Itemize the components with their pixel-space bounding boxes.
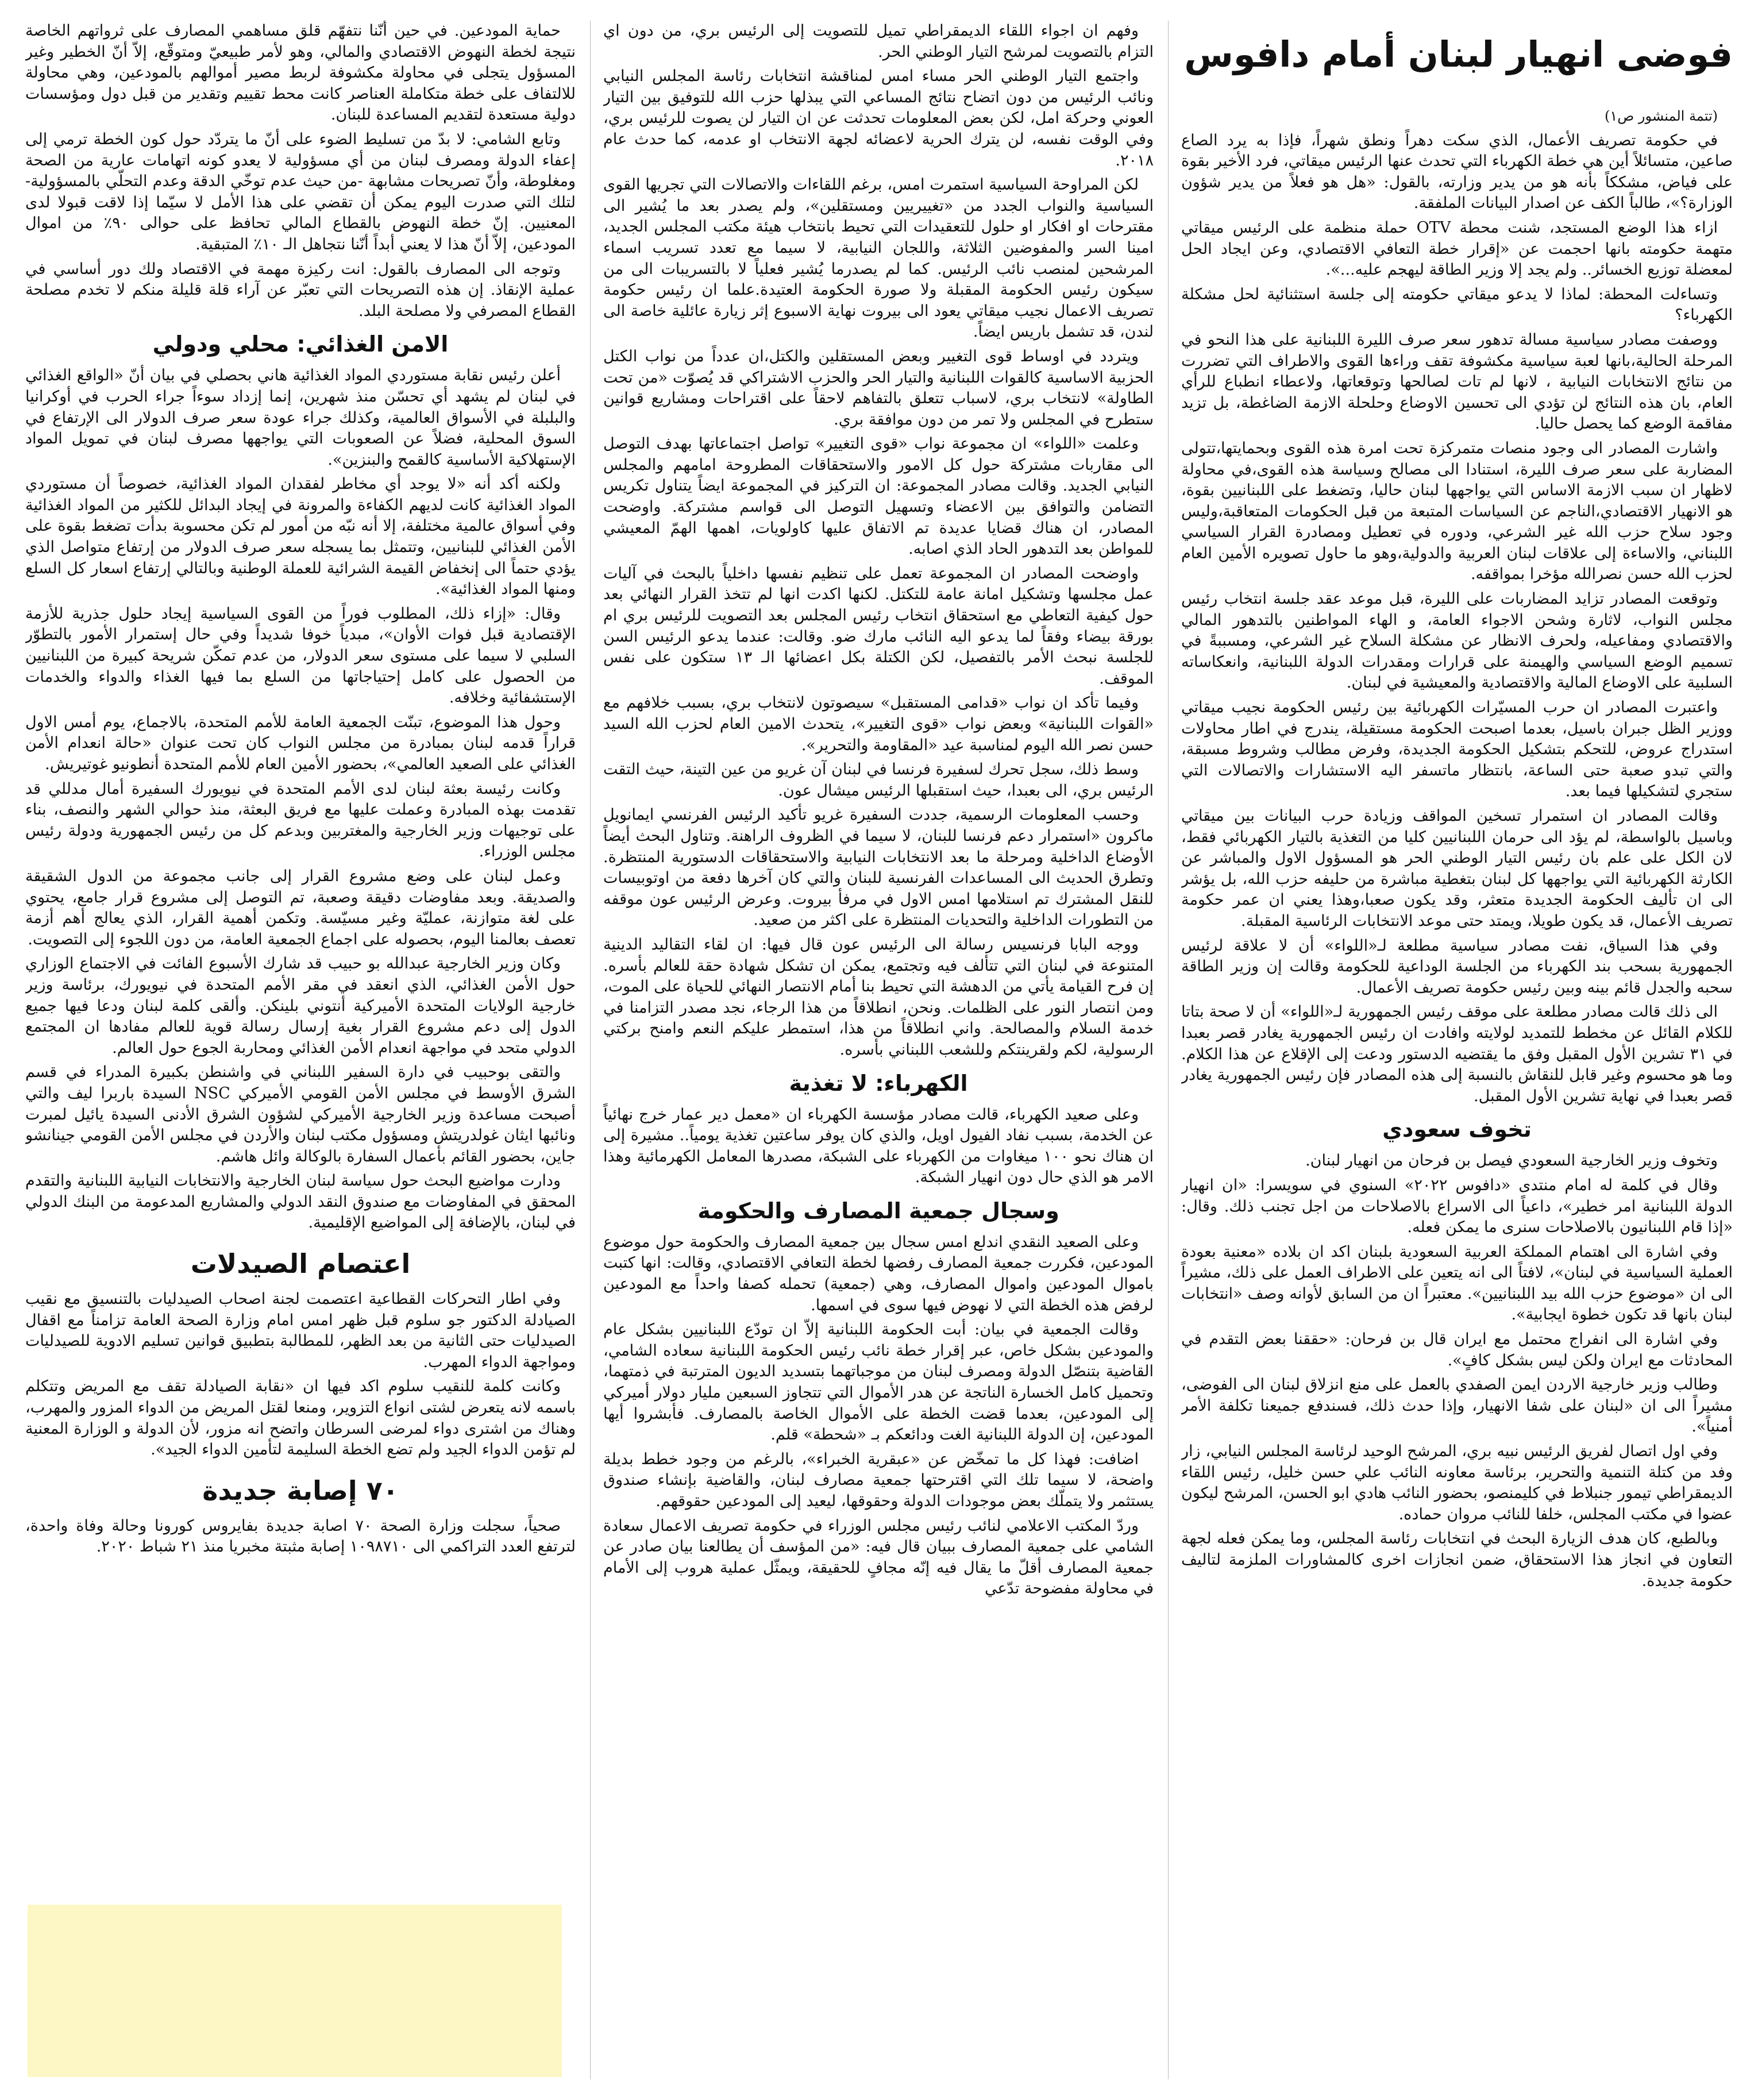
paragraph: وقال: «إزاء ذلك، المطلوب فوراً من القوى السياسية إيجاد حلول جذرية للأزمة الإقتصادية قبل فوات الأوان»، مبدياً خوفا شديداً وفي حال إستمرار الأمور بالتطوّر السلبي لا سيما على مستوى سعر الدولار، من عدم تمكّن شريحة كبيرة من اللبنانيين من الحصول على كامل إحتياجاتها من السلع بما فيها الغذاء والدواء والخدمات الإستشفائية وخلافه.	[25, 604, 576, 707]
ad-placeholder-box	[28, 1905, 562, 2077]
paragraph: وعلمت «اللواء» ان مجموعة نواب «قوى التغيير» تواصل اجتماعاتها بهدف التوصل الى مقاربات مشتركة حول كل الامور والاستحقاقات المطروحة امامهم والمجلس النيابي الجديد. وقالت مصادر المجموعة: ان التركيز في المجموعة ايضاً يتناول تكريس التضامن والتوافق بين الاعضاء وتسهيل التوصل الى قواسم مشتركة. واوضحت المصادر، ان هناك قضايا عديدة تم الاتفاق عليها كاولويات، اهمها الهمّ المعيشي للمواطن بعد التدهور الحاد الذي اصابه.	[603, 435, 1154, 558]
subheading: اعتصام الصيدلات	[190, 1248, 411, 1280]
paragraph: في حكومة تصريف الأعمال، الذي سكت دهراً ونطق شهراً، فإذا به يرد الصاع صاعين، متسائلاً أين هي خطة الكهرباء التي تحدث عنها الرئيس ميقاتي، فرد الأخير بقوة على فياض، مشككاً بأنه هو من يدير وزارته، بالقول: «هل هو فعلاً من يدير شؤون الوزارة؟»، طالباً الكف عن اصدار البيانات الملفقة.	[1181, 131, 1733, 213]
column-divider	[590, 21, 591, 2079]
paragraph: أعلن رئيس نقابة مستوردي المواد الغذائية هاني بحصلي في بيان أنّ «الواقع الغذائي في لبنان لم يشهد أي تحسّن منذ شهرين، إنما إزداد سوءاً جراء الحرب في أوكرانيا والبلبلة في الأسواق العالمية، وكذلك جراء عودة سعر صرف الدولار الى الإرتفاع في السوق المحلية، فضلاً عن الصعوبات التي يواجهها مصرف لبنان في تمويل المواد الإستهلاكية الأساسية كالقمح والبنزين».	[25, 366, 576, 469]
continuation-note: (تتمة المنشور ص١)	[1604, 108, 1718, 124]
paragraph: الى ذلك قالت مصادر مطلعة على موقف رئيس الجمهورية لـ«اللواء» أن لا صحة بتاتا للكلام القائل عن مخطط للتمديد لولايته وافادت ان رئيس الجمهورية يغادر قصر بعبدا في ٣١ تشرين الأول المقبل وفق ما يقتضيه الدستور ودعت إلى الإقلاع عن هذا الكلام. وما هو محسوم وغير قابل للنقاش بالنسبة إلى هذه المصادر فإن رئيس الجمهورية يغادر قصر بعبدا في نهاية تشرين الأول المقبل.	[1181, 1003, 1733, 1105]
paragraph: ويتردد في اوساط قوى التغيير وبعض المستقلين والكتل،ان عدداً من نواب الكتل الحزبية الاساسية كالقوات اللبنانية والتيار الحر والحزب الاشتراكي قد يُصوّت «من تحت الطاولة» لانتخاب بري، لاسباب تتعلق بالتفاهم لاحقاً على اقتراحات ومشاريع قوانين ستطرح في المجلس ولا تمر من دون موافقة بري.	[603, 347, 1154, 429]
paragraph: صحياً، سجلت وزارة الصحة ٧٠ اصابة جديدة بفايروس كورونا وحالة وفاة واحدة، لترتفع العدد التراكمي الى ١٠٩٨٧١٠ إصابة مثبتة مخبريا منذ ٢١ شباط ٢٠٢٠.	[25, 1516, 576, 1556]
paragraph: حماية المودعين. في حين أنّنا نتفهّم قلق مساهمي المصارف على ثرواتهم الخاصة نتيجة لخطة النهوض الاقتصادي والمالي، وهو لأمر طبيعيّ ومتوقّع، إلاّ أنّ الخطير وغير المسؤول يتجلى في محاولة مكشوفة لربط مصير أموالهم بالمودعين، وهي محاولة للالتفاف على خطة متكاملة العناصر كانت محط تقييم وتقدير من قبل دول ومؤسسات دولية مستعدة لتقديم المساعدة للبنان.	[25, 22, 576, 124]
paragraph: ولكنه أكد أنه «لا يوجد أي مخاطر لفقدان المواد الغذائية، خصوصاً أن مستوردي المواد الغذائية كانت لديهم الكفاءة والمرونة في إيجاد البدائل للكثير من المواد الغذائية وفي أسواق عالمية مختلفة، إلا أنه نبّه من أمور لم تكن محسوبة بدأت تضغط بقوة على الأمن الغذائي للبنانيين، وتتمثل بما يسجله سعر صرف الدولار من إرتفاع متواصل الذي يؤدي حتماً الى إنخفاض القيمة الشرائية للعملة الوطنية وبالتالي إرتفاع اسعار كل السلع ومنها المواد الغذائية».	[25, 475, 576, 599]
paragraph: وكانت رئيسة بعثة لبنان لدى الأمم المتحدة في نيويورك السفيرة أمال مدللي قد تقدمت بهذه المبادرة وعملت عليها مع فريق البعثة، منذ حوالي الشهر والنصف، بناء على توجيهات وزير الخارجية والمغتربين وبدعم كل من رئيس الجمهورية ودولة رئيس مجلس الوزراء.	[25, 779, 576, 861]
paragraph: وسط ذلك، سجل تحرك لسفيرة فرنسا في لبنان آن غريو من عين التينة، حيث التقت الرئيس بري، الى بعبدا، حيث استقبلها الرئيس ميشال عون.	[603, 761, 1154, 800]
paragraph: وفي اول اتصال لفريق الرئيس نبيه بري، المرشح الوحيد لرئاسة المجلس النيابي، زار وفد من كتلة التنمية والتحرير، برئاسة معاونه النائب علي حسن خليل، رئيس اللقاء الديمقراطي تيمور جنبلاط في كليمنصو، بحضور النائب هادي ابو الحسن، المرشح ليكون عضوا في مكتب المجلس، خلفا للنائب مروان حماده.	[1181, 1442, 1733, 1523]
paragraph: وفهم ان اجواء اللقاء الديمقراطي تميل للتصويت إلى الرئيس بري، من دون اي التزام بالتصويت لمرشح التيار الوطني الحر.	[603, 22, 1154, 61]
article-title: فوضى انهيار لبنان أمام دافوس	[1184, 33, 1733, 75]
column-middle	[603, 21, 1154, 2079]
paragraph: وفي اطار التحركات القطاعية اعتصمت لجنة اصحاب الصيدليات بالتنسيق مع نقيب الصيادلة الدكتور جو سلوم قبل ظهر امس امام وزارة الصحة العامة تزامناً مع اقفال الصيدليات حتى الثانية من بعد الظهر، للمطالبة بتطبيق قوانين تسليم الادوية للصيدليات ومواجهة الدواء المهرب.	[25, 1290, 576, 1371]
paragraph: وقالت الجمعية في بيان: أبت الحكومة اللبنانية إلاّ ان تودّع اللبنانيين بشكل عام والمودعين بشكل خاص، عبر إقرار خطة نائب رئيس الحكومة اللبنانية سعاده الشامي، القاضية بتنصّل الدولة ومصرف لبنان من موجباتهما بتسديد الديون المترتبة في ذمتهما، وتحميل كامل الخسارة الناتجة عن هدر الأموال التي تتجاوز السبعين مليار دولار أميركي إلى المودعين، بعدما قضت الخطة على الأموال الخاصة بالمصارف. فأبشروا أيها المودعين، إن الدولة اللبنانية الغت ودائعكم بـ «شحطة» قلم.	[603, 1321, 1154, 1444]
subheading: الامن الغذائي: محلي ودولي	[152, 331, 449, 357]
paragraph: وقالت المصادر ان استمرار تسخين المواقف وزيادة حرب البيانات بين ميقاتي وباسيل بالواسطة، لم يؤد الى حرمان اللبنانيين كليا من التغذية بالتيار الكهربائي فقط، لان الكل على علم بان رئيس التيار الوطني الحر هو المسؤول الاول والمباشر عن الكارثة الكهربائية التي يواجهها كل لبنان بتغطية مباشرة من حليفه حزب الله، بل يؤشر الى ان تأليف الحكومة الجديدة متعثر، وقد يكون صعبا،وهذا يعني ان عمر حكومة تصريف الأعمال، قد يكون طويلا، ويمتد حتى موعد الانتخابات الرئاسية المقبلة.	[1181, 807, 1733, 930]
subheading: الكهرباء: لا تغذية	[789, 1070, 968, 1096]
paragraph: وتساءلت المحطة: لماذا لا يدعو ميقاتي حكومته إلى جلسة استثنائية لحل مشكلة الكهرباء؟	[1181, 285, 1733, 325]
column-left	[25, 21, 576, 2079]
paragraph: وكانت كلمة للنقيب سلوم اكد فيها ان «نقابة الصيادلة تقف مع المريض وتتكلم باسمه لانه يتعرض لشتى انواع التزوير، ومنعا لقتل المريض من الدواء المزور والمهرب، وهناك من اشترى دواء لمرضى السرطان واتضح انه مزور، لأن الدولة و الوزارة المعنية لم تؤمن الدواء الجيد ولم تضع الخطة السليمة لتأمين الدواء الجيد».	[25, 1377, 576, 1459]
paragraph: وحول هذا الموضوع، تبنّت الجمعية العامة للأمم المتحدة، بالاجماع، يوم أمس الاول قراراً قدمه لبنان بمبادرة من مجلس النواب كان تحت عنوان «حالة انعدام الأمن الغذائي على الصعيد العالمي»، بحضور الأمين العام للأمم المتحدة أنطونيو غوتيريش.	[25, 713, 576, 773]
paragraph: ووجه البابا فرنسيس رسالة الى الرئيس عون قال فيها: ان لقاء التقاليد الدينية المتنوعة في لبنان التي تتألف فيه وتجتمع، يمكن ان تشكل شهادة حقة للعالم بأسره. إن فرح القيامة يأتي من الدهشة التي تحيط بنا أمام الانتصار النهائي للحياة على الموت، ومن انتصار النور على الظلمات. ونحن، انطلاقاً من هذا الرجاء، نجد مصدر التزامنا في خدمة السلام والمصالحة. واني انطلاقاً من هذا، استمطر عليكم النعم وامنح بركتي الرسولية، لكم ولقرينتكم وللشعب اللبناني بأسره.	[603, 935, 1154, 1059]
paragraph: وعلى الصعيد النقدي اندلع امس سجال بين جمعية المصارف والحكومة حول موضوع المودعين، فكررت جمعية المصارف رفضها لخطة التعافي الاقتصادي، وقالت: انها كتبت باموال المودعين واموال المصارف، وهي (جمعية) تحمله كصفا واحداً مع المودعين لرفض هذه الخطة التي لا نهوض فيها سوى في اسمها.	[603, 1233, 1154, 1314]
paragraph: وتوقعت المصادر تزايد المضاربات على الليرة، قبل موعد عقد جلسة انتخاب رئيس مجلس النواب، لاثارة وشحن الاجواء العامة، و الهاء المواطنين بالتدهور المالي والاقتصادي ومفاعيله، ولحرف الانظار عن مشكلة السلاح غير الشرعي، ومسببةً في تسميم الوضع السياسي والهيمنة على قرارات ومقدرات الدولة اللبنانية، وانعكاساته السلبية على الاوضاع المالية والاقتصادية والمعيشية في لبنان.	[1181, 590, 1733, 692]
paragraph: وعلى صعيد الكهرباء، قالت مصادر مؤسسة الكهرباء ان «معمل دير عمار خرج نهائياً عن الخدمة، بسبب نفاد الفيول اويل، والذي كان يوفر ساعتين تغذية يومياً.. مشيرة إلى ان هناك نحو ١٠٠ ميغاوات من الكهرباء على الشبكة، مصدرها المعامل الكهرمائية وهذا الامر هو الذي حال دون انهيار الشبكة.	[603, 1105, 1154, 1187]
paragraph: وبالطبع، كان هدف الزيارة البحث في انتخابات رئاسة المجلس، وما يمكن فعله لجهة التعاون في انجاز هذا الاستحقاق، ضمن انجازات اخرى كالمشاورات الملزمة لتاليف حكومة جديدة.	[1181, 1530, 1733, 1590]
paragraph: وكان وزير الخارجية عبدالله بو حبيب قد شارك الأسبوع الفائت في الاجتماع الوزاري حول الأمن الغذائي، الذي انعقد في مقر الأمم المتحدة في نيويورك، برئاسة وزير خارجية الولايات المتحدة الأميركية أنتوني بلينكن. وألقى كلمة لبنان ودعا فيها جميع الدول إلى دعم مشروع القرار بغية إرسال رسالة قوية للعالم مفادها ان المجتمع الدولي متحد في مواجهة انعدام الأمن الغذائي ومحاربة الجوع حول العالم.	[25, 955, 576, 1057]
paragraph: وعمل لبنان على وضع مشروع القرار إلى جانب مجموعة من الدول الشقيقة والصديقة. وبعد مفاوضات دقيقة وصعبة، تم التوصل إلى مشروع قرار جامع، يحتوي على لغة متوازنة، عمليّة وغير مسيّسة. وتكمن أهمية القرار، الذي يعالج أهم أزمة تعصف بعالمنا اليوم، بحصوله على اجماع الجمعية العامة، من دون اللجوء إلى التصويت.	[25, 867, 576, 948]
paragraph: واعتبرت المصادر ان حرب المسيّرات الكهربائية بين رئيس الحكومة نجيب ميقاتي ووزير الظل جبران باسيل، بعدما اصبحت الحكومة مستقيلة، يندرج في اطار محاولات استدراج عروض، للتحكم بتشكيل الحكومة الجديدة، وفرض مطالب وشروط مسبقة، والتي تبدو صعبة حتى الساعة، بانتظار ماتسفر اليه الاستشارات والاتصالات التي ستجري لتشكيلها فيما بعد.	[1181, 698, 1733, 801]
paragraph: والتقى بوحبيب في دارة السفير اللبناني في واشنطن بكبيرة المدراء في قسم الشرق الأوسط في مجلس الأمن القومي الأميركي NSC السيدة باربرا ليف والتي أصبحت مساعدة وزير الخارجية الأميركي لشؤون الشرق الأدنى السيدة يائيل لمبرت ونائبها ايثان غولدريتش ومسؤول مكتب لبنان والأردن في مجلس الأمن القومي جينانشو جاين، بحضور القائم بأعمال السفارة بالوكالة وائل هاشم.	[25, 1063, 576, 1165]
paragraph: وفي اشارة الى اهتمام المملكة العربية السعودية بلبنان اكد ان بلاده «معنية بعودة العملية السياسية في لبنان»، لافتاً الى انه يتعين على الاطراف العمل على ذلك، مشيراً الى ان «موضوع حزب الله بيد اللبنانيين». معتبراً ان من السابق لأوانه وصف «انتخابات لبنان بانها قد تكون خطوة ايجابية».	[1181, 1242, 1733, 1324]
paragraph: وفي اشارة الى انفراج محتمل مع ايران قال بن فرحان: «حققنا بعض التقدم في المحادثات مع ايران ولكن ليس بشكل كافٍ».	[1181, 1330, 1733, 1369]
column-divider	[1168, 21, 1169, 2079]
paragraph: وفيما تأكد ان نواب «قدامى المستقبل» سيصوتون لانتخاب بري، بسبب خلافهم مع «القوات اللبنانية» وبعض نواب «قوى التغيير»، يتحدث الامين العام لحزب الله السيد حسن نصر الله اليوم لمناسبة عيد «المقاومة والتحرير».	[603, 694, 1154, 754]
paragraph: واوضحت المصادر ان المجموعة تعمل على تنظيم نفسها داخلياً بالبحث في آليات عمل مجلسها وتشكيل امانة عامة للتكتل. لكنها اكدت انها لم تتخذ القرار النهائي بعد حول كيفية التعاطي مع استحقاق انتخاب رئيس المجلس بعد التصويت للرئيس بري ام بورقة بيضاء وفقاً لما يدعو اليه النائب مارك ضو. وقالت: عندما يدعو الرئيس السن للجلسة نبحث الأمر بالتفصيل، لكن الكتلة بكل اعضائها الـ ١٣ ستكون على نفس الموقف.	[603, 564, 1154, 688]
paragraph: اضافت: فهذا كل ما تمخّض عن «عبقرية الخبراء»، بالرغم من وجود خطط بديلة واضحة، لا سيما تلك التي اقترحتها جمعية مصارف لبنان، والقاضية بإنشاء صندوق يستثمر ولا يتملّك بعض موجودات الدولة وحقوقها، ليعيد إلى المودعين حقوقهم.	[603, 1450, 1154, 1510]
paragraph: واشارت المصادر الى وجود منصات متمركزة تحت امرة هذه القوى وبحمايتها،تتولى المضاربة على سعر صرف الليرة، استنادا الى مصالح وسياسة هذه القوى،في محاولة لاظهار ان سبب الازمة الاساس التي يواجهها لبنان حاليا، وتضغط على اللبنانيين بقوة، هو الانهيار الاقتصادي،الناجم عن السياسات المتبعة من قبل الحكومات المتعاقبة،وليس وجود سلاح حزب الله غير الشرعي، ودوره في تعطيل ومصادرة القرار السياسي اللبناني، والاساءة إلى علاقات لبنان العربية والدولية،وهو ما حاول تصويره الأمين العام لحزب الله حسن نصرالله مؤخرا بمواقفه.	[1181, 439, 1733, 584]
paragraph: وفي هذا السياق، نفت مصادر سياسية مطلعة لـ«اللواء» أن لا علاقة لرئيس الجمهورية بسحب بند الكهرباء من الجلسة الوداعية للحكومة وقالت إن وزير الطاقة سحبه والجدل قائم بينه وبين رئيس حكومة تصريف الأعمال.	[1181, 936, 1733, 997]
paragraph: وقال في كلمة له امام منتدى «دافوس ٢٠٢٢» السنوي في سويسرا: «ان انهيار الدولة اللبنانية امر خطير»، داعياً الى الاسراع بالاصلاحات من اجل تجنب ذلك. وقال: «إذا قام اللبنانيون بالاصلاحات سنرى ما يمكن فعله.	[1181, 1176, 1733, 1237]
paragraph: وحسب المعلومات الرسمية، جددت السفيرة غريو تأكيد الرئيس الفرنسي ايمانويل ماكرون «استمرار دعم فرنسا للبنان، لا سيما في الظروف الراهنة. وتناول البحث أيضاً الأوضاع الداخلية ومرحلة ما بعد الانتخابات النيابية والاستحقاقات الدستورية المنتظرة. وتطرق الحديث الى المساعدات الفرنسية للبنان والتي كان آخرها دفعة من اوتوبيسات للنقل المشترك تم استلامها امس الاول في مرفأ بيروت. وعرض الرئيس عون موقفه من التطورات الداخلية والتحديات المنتظرة على اكثر من صعيد.	[603, 806, 1154, 929]
subheading: تخوف سعودي	[1382, 1117, 1532, 1142]
paragraph: وتخوف وزير الخارجية السعودي فيصل بن فرحان من انهيار لبنان.	[1305, 1152, 1718, 1170]
paragraph: لكن المراوحة السياسية استمرت امس، برغم اللقاءات والاتصالات التي تجريها القوى السياسية والنواب الجدد من «تغييريين ومستقلين»، ولم يصدر بعد ما يُشير الى مقترحات او افكار او حلول للتعقيدات التي تحيط بانتخاب هيئة مكتب المجلس الجديد، امينا السر والمفوضين الثلاثة، واللجان النيابية، لا سيما مع تعدد تسريب اسماء المرشحين لمنصب نائب الرئيس. كما لم يصدرما يُشير فعلياً لا بالتسريبات الى من سيكون رئيس الحكومة المقبلة ولا صورة الحكومة العتيدة.علما ان رئيس حكومة تصريف الاعمال نجيب ميقاتي يعود الى بيروت نهاية الاسبوع إثر زيارة عائلية خاصة الى لندن، قد تشمل باريس ايضاً.	[603, 176, 1154, 341]
paragraph: ودارت مواضيع البحث حول سياسة لبنان الخارجية والانتخابات النيابية اللبنانية والتقدم المحقق في المفاوضات مع صندوق النقد الدولي والمشاريع المدعومة من البنك الدولي في لبنان، بالإضافة إلى المواضيع الإقليمية.	[25, 1172, 576, 1232]
column-right	[1181, 21, 1733, 2079]
paragraph: وطالب وزير خارجية الاردن ايمن الصفدي بالعمل على منع انزلاق لبنان الى الفوضى، مشيراً الى ان «لبنان على شفا الانهيار، وإذا حدث ذلك، فسندفع جميعنا تكلفة الأمر أمنياً».	[1181, 1376, 1733, 1436]
subheading: وسجال جمعية المصارف والحكومة	[697, 1198, 1059, 1223]
paragraph: وتوجه الى المصارف بالقول: انت ركيزة مهمة في الاقتصاد ولك دور أساسي في عملية الإنقاذ. إن هذه التصريحات التي تعبّر عن آراء قلة قليلة منكم لا تخدم مصلحة القطاع المصرفي ولا مصلحة البلد.	[25, 260, 576, 320]
paragraph: واجتمع التيار الوطني الحر مساء امس لمناقشة انتخابات رئاسة المجلس النيابي ونائب الرئيس من دون اتضاح نتائج المساعي التي يبذلها حزب الله للتوفيق بين التيار العوني وحركة امل، لكن بعض المعلومات تحدثت عن ان التيار لن يصوت للرئيس بري، وفي الوقت نفسه، لن يترك الحرية لاعضائه لجهة الانتخاب او عدمه، كما حدث عام ٢٠١٨.	[603, 67, 1154, 169]
subheading: ٧٠ إصابة جديدة	[202, 1474, 399, 1506]
paragraph: وتابع الشامي: لا بدّ من تسليط الضوء على أنّ ما يتردّد حول كون الخطة ترمي إلى إعفاء الدولة ومصرف لبنان من أي مسؤولية لا يعدو كونه اتهامات عارية من الصحة ومغلوطة، وأنّ تصريحات مشابهة -من حيث عدم توخّي الدقة وعدم التحلّي بالمسؤولية- لتلك التي صدرت اليوم يمكن أن تقضي على هذا الأمل لا سيّما إذا لاقت قبولا لدى المعنيين. إنّ خطة النهوض بالقطاع المالي تحافظ على حوالى ٩٠٪ من اموال المودعين، إلاّ أنّ هذا لا يعني أبداً أنّنا نتجاهل الـ ١٠٪ المتبقية.	[25, 130, 576, 253]
paragraph: ووصفت مصادر سياسية مسالة تدهور سعر صرف الليرة اللبنانية على هذا النحو في المرحلة الحالية،بانها لعبة سياسية مكشوفة تقف وراءها القوى والاطراف التي تضررت من نتائج الانتخابات النيابية ، لانها لم تات لصالحها وتوقعاتها، ولاعطاء انطباع للرأي العام، بان هذه النتائج لن تؤدي الى تحسين الاوضاع وحلحلة الازمة الضاغطة، بل تزيد مفاقمة الوضع كما يحصل حاليا.	[1181, 330, 1733, 433]
paragraph: ازاء هذا الوضع المستجد، شنت محطة OTV حملة منظمة على الرئيس ميقاتي متهمة حكومته بانها احجمت عن «إقرار خطة التعافي الاقتصادي، وعن ايجاد الحل لمعضلة توزيع الخسائر.. ولم يجد إلا وزير الطاقة ليهجم عليه...».	[1181, 218, 1733, 279]
paragraph: وردّ المكتب الاعلامي لنائب رئيس مجلس الوزراء في حكومة تصريف الاعمال سعادة الشامي على جمعية المصارف ببيان قال فيه: «من المؤسف أن يطالعنا بيان صادر عن جمعية المصارف أقلّ ما يقال فيه إنّه مجافٍ للحقيقة، ويمثّل عملية هروب إلى الأمام في محاولة مفضوحة تدّعي	[603, 1516, 1154, 1598]
